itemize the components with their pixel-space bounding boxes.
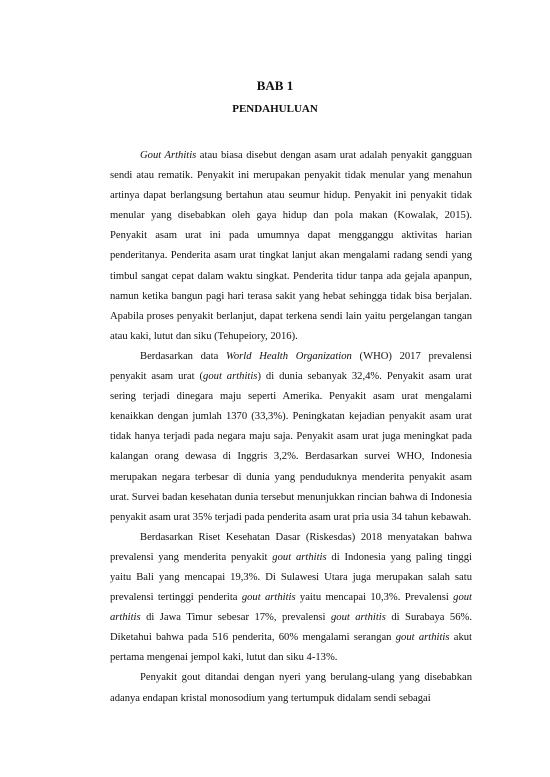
- document-body: [110, 146, 472, 709]
- chapter-label: BAB 1: [256, 78, 294, 93]
- paragraph-text: (WHO) 2017 prevalensi penyakit asam urat (: [110, 350, 472, 383]
- term-gout-arthitis: gout arthitis: [330, 612, 386, 624]
- paragraph-1: [110, 146, 472, 347]
- term-who: World Health Organization: [225, 350, 352, 362]
- term-gout-arthitis: gout arthitis: [272, 551, 327, 563]
- paragraph-text: ) di dunia sebanyak 32,4%. Penyakit asam urat sering terjadi dinegara maju seperti Amerika. Penyakit asam urat mengalami kenaikkan dengan jumlah 1370 (33,3%). Peningkatan kejadian penyakit asam urat tidak hanya terjadi pada negara maju saja. Penyakit asam urat juga meningkat pada kalangan orang dewasa di Inggris 3,2%. Berdasarkan survei WHO, Indonesia merupakan negara terbesar di dunia yang penduduknya menderita penyakit asam urat. Survei badan kesehatan dunia tersebut menunjukkan rincian bahwa di Indonesia penyakit asam urat 35% terjadi pada penderita asam urat pria usia 34 tahun kebawah.: [110, 371, 472, 523]
- paragraph-text: Berdasarkan data: [140, 350, 226, 362]
- paragraph-4: [110, 668, 472, 708]
- paragraph-text: Berdasarkan Riset Kesehatan Dasar (Riskesdas) 2018 menyatakan bahwa prevalensi yang menderita penyakit: [110, 531, 472, 563]
- paragraph-text: di Surabaya 56%. Diketahui bahwa pada 516 penderita, 60% mengalami serangan: [110, 612, 472, 644]
- term-gout-arthitis: gout arthitis: [110, 592, 472, 624]
- paragraph-text: di Jawa Timur sebesar 17%, prevalensi: [140, 612, 331, 624]
- paragraph-text: akut pertama mengenai jempol kaki, lutut dan siku 4-13%.: [110, 632, 472, 664]
- paragraph-text: yaitu mencapai 10,3%. Prevalensi: [295, 592, 454, 604]
- term-gout-arthitis: gout arthitis: [241, 592, 296, 604]
- term-gout-arthitis: gout arthitis: [203, 371, 258, 383]
- paragraph-3: [110, 528, 472, 669]
- paragraph-2: [110, 347, 472, 528]
- term-gout-arthitis: Gout Arthitis: [140, 150, 197, 161]
- paragraph-text: atau biasa disebut dengan asam urat adalah penyakit gangguan sendi atau rematik. Penyakit ini merupakan penyakit tidak menular yang menahun artinya dapat berlangsung bertahun atau seumur hidup. Penyakit ini penyakit tidak menular yang disebabkan oleh gaya hidup dan pola makan (Kowalak, 2015). Penyakit asam urat ini pada umumnya dapat mengganggu aktivitas harian penderitanya. Penderita asam urat tingkat lanjut akan mengalami radang sendi yang timbul sangat cepat dalam waktu singkat. Penderita tidur tanpa ada gejala apanpun, namun ketika bangun pagi hari terasa sakit yang hebat sehingga tidak bisa berjalan. Apabila proses penyakit berlanjut, dapat terkena sendi lain yaitu pergelangan tangan atau kaki, lutut dan siku (Tehupeiory, 2016).: [110, 150, 473, 342]
- term-gout-arthitis: gout arthitis: [395, 632, 450, 644]
- paragraph-text: di Indonesia yang paling tinggi yaitu Bali yang mencapai 19,3%. Di Sulawesi Utara juga merupakan salah satu prevalensi tertinggi penderita: [110, 551, 472, 604]
- chapter-title: PENDAHULUAN: [232, 103, 318, 115]
- paragraph-text: Penyakit gout ditandai dengan nyeri yang berulang-ulang yang disebabkan adanya endapan kristal monosodium yang tertumpuk didalam sendi sebagai: [110, 672, 472, 704]
